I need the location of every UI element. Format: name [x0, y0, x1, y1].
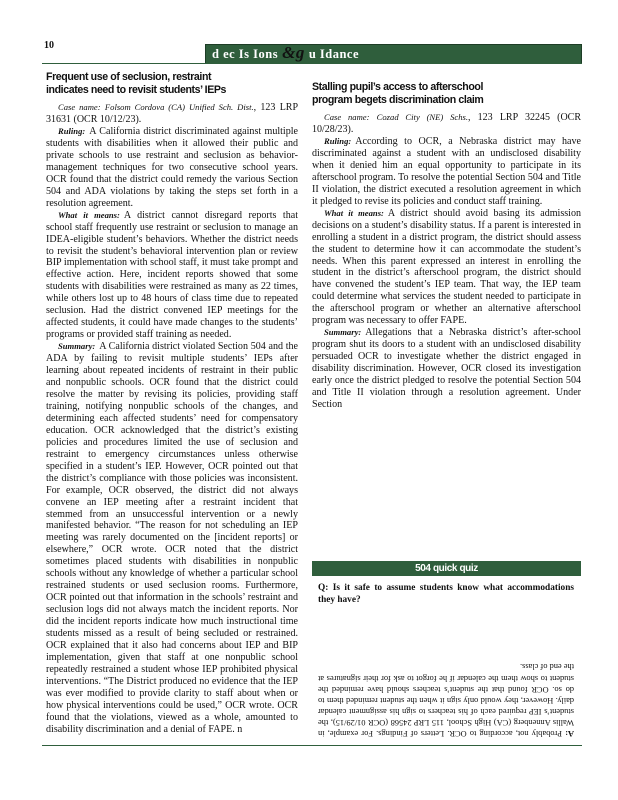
page-number: 10: [44, 40, 54, 51]
article1-means-label: What it means:: [58, 209, 120, 220]
article1-heading-line1: Frequent use of seclusion, restraint: [46, 71, 212, 83]
article1-summary: [46, 341, 298, 735]
article2-case: [312, 111, 581, 136]
header-title-amp: &g: [282, 43, 305, 62]
article2-summary: [312, 327, 581, 411]
left-column: [46, 71, 298, 736]
article1-ruling-text: A California district discriminated against multiple students with disabilities when it allowed their public and private schools to use restraint and seclusion as behavior-management techniques for two consecutive school years. OCR found that the district could remedy the various Section 504 and ADA violations by taking the steps set forth in a resolution agreement.: [46, 126, 298, 209]
article2-case-label: Case name:: [324, 112, 370, 122]
article2-heading: [312, 81, 581, 107]
article1-summary-text: A California district violated Section 504 and the ADA by failing to revisit multiple students’ IEPs after learning about repeated incidents of restraint in their public and nonpublic schools. OCR found that the district could resolve the matter by revising its policies, providing staff training, notifying nonpublic schools of the changes, and determining each affected students’ need for compensatory education. OCR acknowledged that the district’s existing policies and procedures limited the use of seclusion and restraint to emergency circumstances unless otherwise specified in a student’s IEP. However, OCR pointed out that the district’s compliance with those policies was inconsistent. For example, OCR observed, the district did not always convene an IEP meeting after a restraint incident that stemmed from an unsuccessful intervention or a newly manifested behavior. “The reason for not scheduling an IEP meeting was rarely documented on the [incident reports] or elsewhere,” OCR wrote. OCR noted that the district sometimes placed students with disabilities in nonpublic schools without any knowledge of whether a particular school restrained students or used seclusion rooms. Furthermore, OCR pointed out that information in the schools’ restraint and seclusion logs did not always match the incident reports. Nor did the incident reports indicate how much instructional time students missed as a result of being secluded or restrained. OCR explained that it also had concerns about IEP and BIP implementation, given that staff at one nonpublic school repeatedly restrained a student whose IEP prohibited physical interventions. “The District produced no evidence that the IEP was ever modified to provide clarity to staff about when or how physical interventions could be used,” OCR wrote. OCR found that the violations, viewed as a whole, amounted to disability discrimination and a denial of FAPE.: [46, 341, 298, 735]
quiz-answer-text: Probably not, according to OCR. Letters of Findings. For example, in Wallis Annenberg (CA) High School, 115 LRP 24568 (OCR 01/29/15), the student’s IEP required each of his teachers to sign his assignment calendar daily. However, they would only sign it when the student reminded them to do so. OCR found that the student’s teachers should have reminded the student to show them the calendar if he forgot to ask for their signatures at the end of class.: [318, 662, 574, 738]
right-column: [312, 71, 581, 411]
article2-body: [312, 136, 581, 411]
article2-means-text: A district should avoid basing its admission decisions on a student’s disability status. If a parent is interested in enrolling a student in a district program, the district should assess the student to determine how it can accommodate the student’s needs. When this parent expressed an interest in enrolling the student in the district’s afterschool program, the district should have convened the student’s IEP team. That way, the IEP team could determine what services the student needed to participate in the afterschool program or whether an alternative afterschool program was necessary to offer FAPE.: [312, 207, 581, 327]
header-title-part2: u Idance: [308, 47, 360, 61]
article1-heading: [46, 71, 298, 97]
article2-case-cite: , 123 LRP 32245 (OCR 10/28/23).: [312, 112, 582, 135]
article2-heading-line1: Stalling pupil’s access to afterschool: [312, 81, 484, 93]
quiz-title: 504 quick quiz: [415, 563, 478, 574]
article1-case-cite: , 123 LRP 31631 (OCR 10/12/23).: [46, 102, 299, 125]
article1-means: [46, 210, 298, 341]
article1-ruling: [46, 126, 298, 210]
header-title: [212, 43, 359, 63]
article2-means: [312, 208, 581, 328]
article1-means-text: A district cannot disregard reports that school staff frequently use restraint or seclusion to manage an IDEA-eligible student’s behaviors. Whether the district needs to revisit the student’s behavioral intervention plan or review BIP implementation with school staff, it must take prompt and effective action. Here, incident reports showed that some students with disabilities were restrained as many as 22 times, while others lost up to 48 hours of class time due to repeated seclusion. Had the district convened IEP meetings for the affected students, it could have made changes to the students’ programs or provided staff training as needed.: [46, 209, 298, 341]
header-title-part1: d ec Is Ions: [212, 47, 279, 61]
article2-case-name: Cozad City (NE) Schs.: [376, 112, 468, 122]
article1-ruling-label: Ruling:: [58, 126, 86, 136]
article2-means-label: What it means:: [324, 207, 384, 218]
article2-heading-line2: program begets discrimination claim: [312, 94, 484, 106]
article1-summary-label: Summary:: [58, 341, 96, 352]
article1-heading-line2: indicates need to revisit students’ IEPs: [46, 84, 227, 96]
article1-end-mark: n: [237, 723, 243, 735]
quiz-question: Q: Is it safe to assume students know what accommodations they have?: [318, 583, 574, 605]
article1-case: [46, 101, 298, 126]
article1-case-name: Folsom Cordova (CA) Unified Sch. Dist.: [104, 102, 254, 112]
article2-summary-text: Allegations that a Nebraska district’s after-school program shut its doors to a student with an undisclosed disability persuaded OCR to investigate whether the district engaged in disability discrimination. However, OCR closed its investigation early once the district pledged to resolve the potential Section 504 and Title II violation through a resolution agreement. Under Section: [312, 327, 581, 410]
article1-body: [46, 126, 298, 736]
quiz-answer-label: A:: [565, 729, 574, 738]
article2-ruling: [312, 136, 581, 208]
article2-ruling-text: According to OCR, a Nebraska district may have discriminated against a student with an undisclosed disability when it denied him an equal opportunity to participate in its afterschool program. To resolve the potential Section 504 and Title II violation, the district executed a resolution agreement in which it pledged to revise its policies and conduct staff training.: [312, 136, 581, 207]
article1-case-label: Case name:: [58, 102, 101, 112]
article2-ruling-label: Ruling:: [324, 136, 352, 146]
quiz-answer: [318, 615, 574, 739]
header-rule: [42, 63, 582, 64]
bottom-rule: [42, 745, 582, 746]
article2-summary-label: Summary:: [324, 327, 362, 338]
